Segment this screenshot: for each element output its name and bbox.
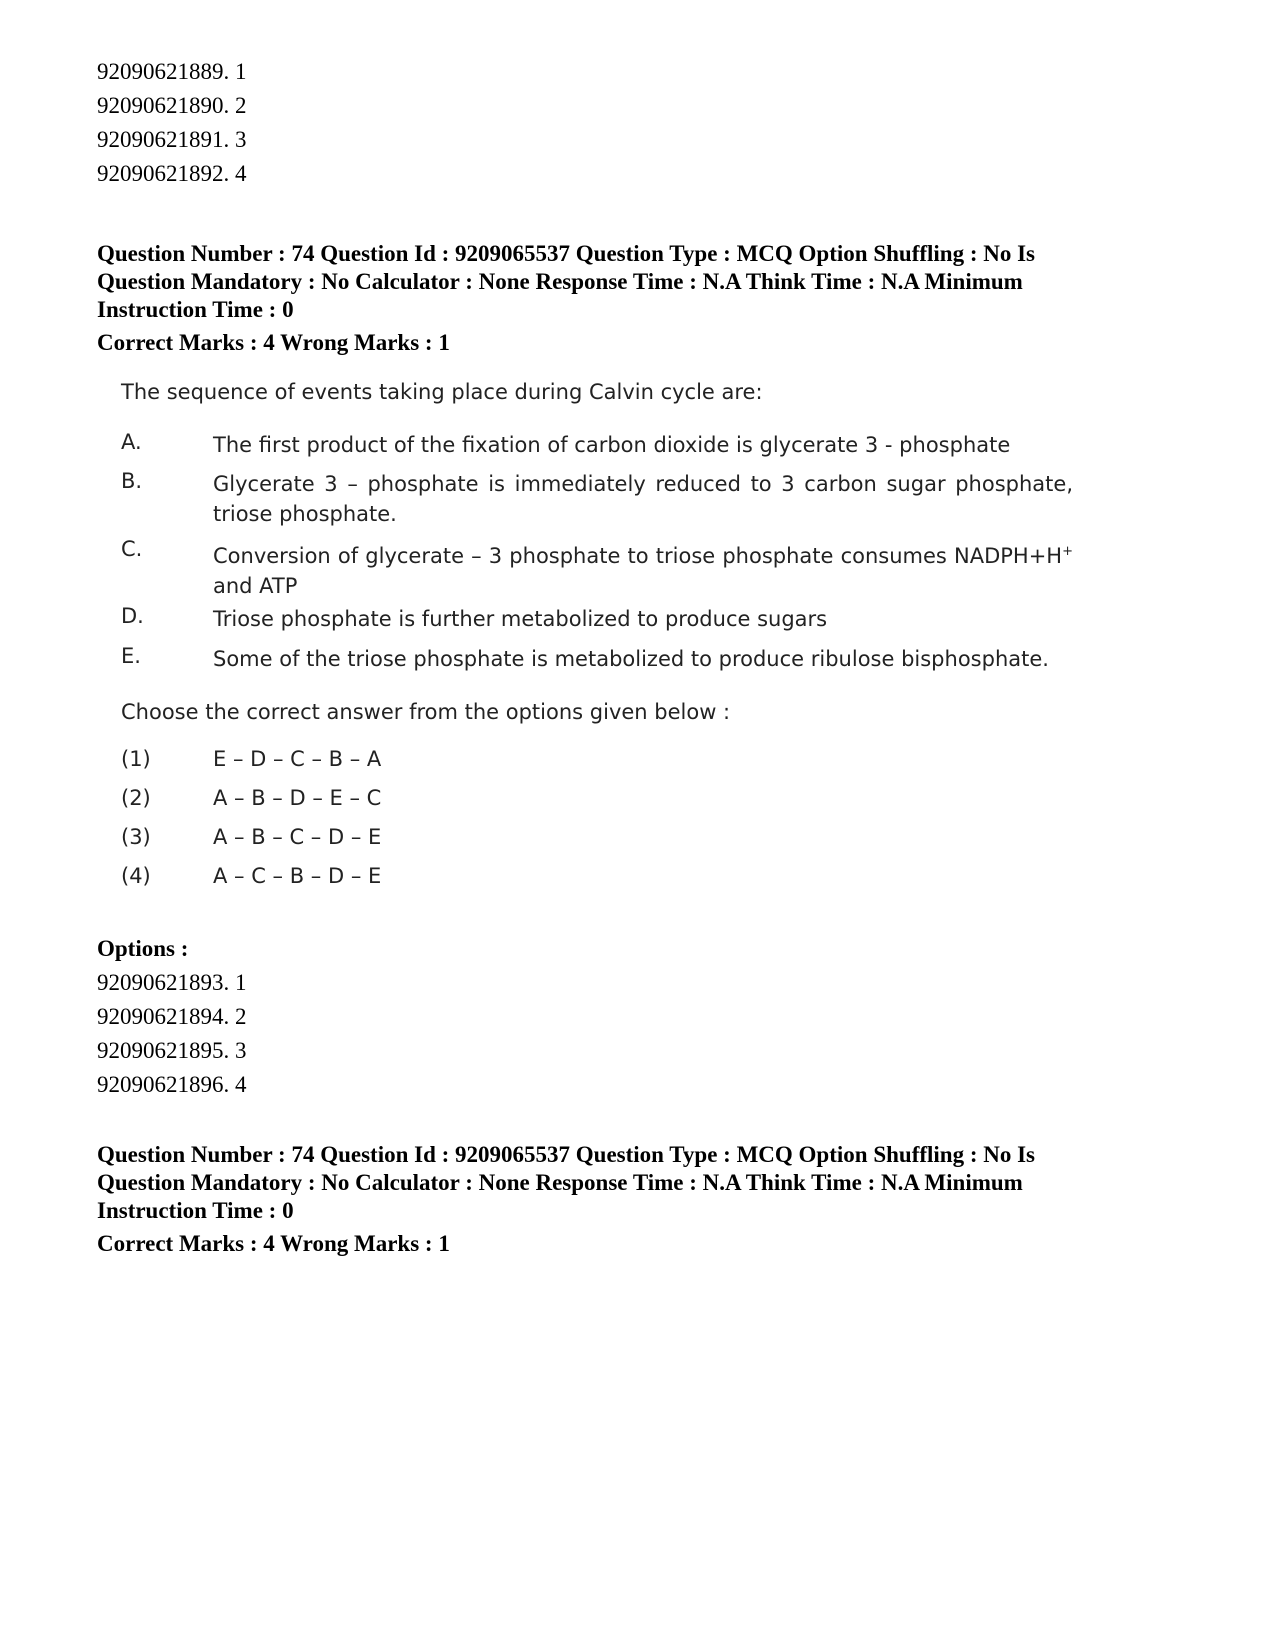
statement-letter: B.: [121, 469, 143, 493]
option-id: 92090621894.: [97, 1004, 230, 1029]
choice-number: (3): [121, 825, 151, 849]
options-label: Options :: [97, 936, 189, 961]
statement-text: Some of the triose phosphate is metabolized to produce ribulose bisphosphate.: [213, 647, 1049, 671]
choice-number: (2): [121, 786, 151, 810]
option-id: 92090621889.: [97, 59, 230, 84]
option-id: 92090621890.: [97, 93, 230, 118]
statement-text: [213, 537, 1073, 601]
option-line: [97, 1000, 247, 1034]
option-value: 3: [235, 127, 247, 152]
option-line: [97, 966, 247, 1000]
option-value: 3: [235, 1038, 247, 1063]
option-id: 92090621891.: [97, 127, 230, 152]
statement-text: Glycerate 3 – phosphate is immediately reduced to 3 carbon sugar phosphate, triose phosphate.: [213, 472, 1073, 526]
statement-letter: E.: [121, 644, 141, 668]
options-list: [97, 966, 247, 1102]
option-line: [97, 157, 247, 191]
question-marks: Correct Marks : 4 Wrong Marks : 1: [97, 1231, 450, 1256]
option-line: [97, 55, 247, 89]
option-id: 92090621893.: [97, 970, 230, 995]
option-line: [97, 1068, 247, 1102]
option-value: 4: [235, 1072, 247, 1097]
statement-text-part: Conversion of glycerate – 3 phosphate to triose phosphate consumes NADPH+H: [213, 544, 1063, 568]
statement-text: Triose phosphate is further metabolized to produce sugars: [213, 607, 828, 631]
choice-sequence: A – C – B – D – E: [213, 864, 382, 888]
choice-number: (4): [121, 864, 151, 888]
option-line: [97, 123, 247, 157]
option-value: 2: [235, 1004, 247, 1029]
choice-sequence: E – D – C – B – A: [213, 747, 382, 771]
choose-instruction: Choose the correct answer from the options given below :: [121, 700, 731, 724]
choice-sequence: A – B – C – D – E: [213, 825, 382, 849]
question-intro: The sequence of events taking place during Calvin cycle are:: [121, 380, 763, 404]
option-value: 1: [235, 970, 247, 995]
question-body: [121, 380, 1121, 910]
option-value: 2: [235, 93, 247, 118]
question-marks: Correct Marks : 4 Wrong Marks : 1: [97, 330, 450, 355]
top-options-list: [97, 55, 247, 191]
option-line: [97, 1034, 247, 1068]
option-line: [97, 89, 247, 123]
option-value: 4: [235, 161, 247, 186]
option-id: 92090621892.: [97, 161, 230, 186]
choice-number: (1): [121, 747, 151, 771]
statement-text: The first product of the fixation of carbon dioxide is glycerate 3 - phosphate: [213, 433, 1011, 457]
statement-text-part: and ATP: [213, 574, 298, 598]
question-meta: Question Number : 74 Question Id : 9209065537 Question Type : MCQ Option Shuffling : No Is Question Mandatory : No Calculator : None Response Time : N.A Think Time : N.A Minimum Instruction Time : 0: [97, 1142, 1036, 1223]
question-meta: Question Number : 74 Question Id : 9209065537 Question Type : MCQ Option Shuffling : No Is Question Mandatory : No Calculator : None Response Time : N.A Think Time : N.A Minimum Instruction Time : 0: [97, 241, 1036, 322]
option-value: 1: [235, 59, 247, 84]
option-id: 92090621895.: [97, 1038, 230, 1063]
option-id: 92090621896.: [97, 1072, 230, 1097]
choice-sequence: A – B – D – E – C: [213, 786, 382, 810]
statement-letter: C.: [121, 537, 143, 561]
superscript: +: [1062, 544, 1073, 559]
statement-letter: D.: [121, 604, 144, 628]
statement-letter: A.: [121, 430, 142, 454]
